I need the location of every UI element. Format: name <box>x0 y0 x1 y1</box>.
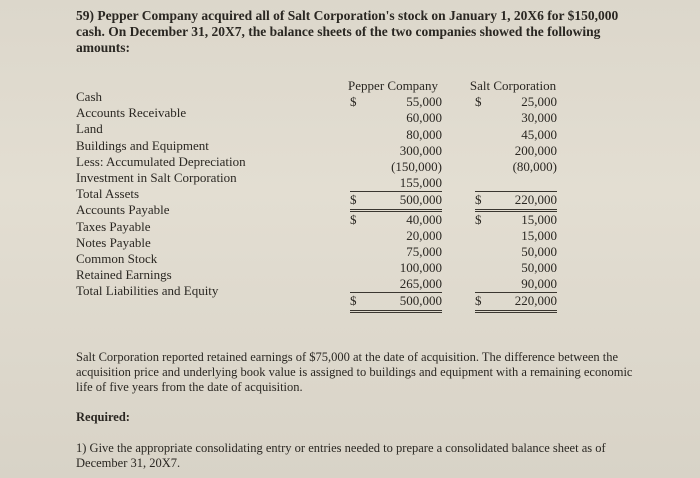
salt-cash: $ 25,000 <box>475 94 557 110</box>
required-heading: Required: <box>76 410 130 424</box>
pepper-common-stock: 100,000 <box>399 260 442 276</box>
pepper-buildings-equipment: 300,000 <box>399 142 442 158</box>
pepper-investment: 155,000 <box>350 175 442 192</box>
dollar-sign: $ <box>350 293 357 309</box>
dollar-sign: $ <box>350 94 357 110</box>
row-label-retained-earnings: Retained Earnings <box>76 267 172 283</box>
pepper-retained-earnings: 265,000 <box>350 276 442 293</box>
salt-corporation-column <box>463 78 563 313</box>
salt-accumulated-depreciation: (80,000) <box>512 158 557 174</box>
salt-retained-earnings: 90,000 <box>475 276 557 293</box>
pepper-accumulated-depreciation: (150,000) <box>391 158 442 174</box>
balance-sheet-row-labels <box>76 89 296 300</box>
row-label-accumulated-depreciation: Less: Accumulated Depreciation <box>76 153 246 169</box>
salt-investment <box>475 175 557 192</box>
salt-taxes-payable: 15,000 <box>521 227 557 243</box>
salt-accounts-payable: $ 15,000 <box>475 211 557 227</box>
dollar-sign: $ <box>350 192 357 208</box>
required-item-1: 1) Give the appropriate consolidating entry or entries needed to prepare a consolidated balance sheet as of December 31, 20X7. <box>76 441 606 470</box>
pepper-accounts-payable: $ 40,000 <box>350 211 442 227</box>
salt-total-liabilities-equity: $ 220,000 <box>475 293 557 312</box>
pepper-total-liabilities-equity: $ 500,000 <box>350 293 442 312</box>
acquisition-note: Salt Corporation reported retained earnings of $75,000 at the date of acquisition. The difference between the acquisition price and underlying book value is assigned to buildings and equipment with a remaining economic life of five years from the date of acquisition. <box>76 350 633 394</box>
pepper-taxes-payable: 20,000 <box>406 227 442 243</box>
salt-corporation-header: Salt Corporation <box>469 78 557 93</box>
dollar-sign: $ <box>350 211 357 227</box>
salt-accounts-receivable: 30,000 <box>521 110 557 126</box>
salt-buildings-equipment: 200,000 <box>514 142 557 158</box>
salt-notes-payable: 50,000 <box>521 243 557 259</box>
row-label-cash: Cash <box>76 89 102 104</box>
row-label-total-assets: Total Assets <box>76 186 140 202</box>
dollar-sign: $ <box>475 293 482 309</box>
pepper-company-header: Pepper Company <box>348 78 438 93</box>
dollar-sign: $ <box>475 94 482 110</box>
row-label-investment: Investment in Salt Corporation <box>76 170 237 186</box>
row-label-buildings-equipment: Buildings and Equipment <box>76 137 209 153</box>
pepper-cash: $ 55,000 <box>350 94 442 110</box>
row-label-accounts-payable: Accounts Payable <box>76 202 170 218</box>
pepper-accounts-receivable: 60,000 <box>406 110 442 126</box>
pepper-notes-payable: 75,000 <box>406 243 442 259</box>
row-label-land: Land <box>76 121 103 137</box>
row-label-taxes-payable: Taxes Payable <box>76 218 151 234</box>
salt-total-assets: $ 220,000 <box>475 192 557 211</box>
dollar-sign: $ <box>475 211 482 227</box>
pepper-total-assets: $ 500,000 <box>350 192 442 211</box>
pepper-land: 80,000 <box>406 126 442 142</box>
row-label-accounts-receivable: Accounts Receivable <box>76 105 187 121</box>
problem-intro: 59) Pepper Company acquired all of Salt Corporation's stock on January 1, 20X6 for $150,000 cash. On December 31, 20X7, the balance sheets of the two companies showed the following amounts: <box>76 8 619 55</box>
row-label-common-stock: Common Stock <box>76 251 158 267</box>
dollar-sign: $ <box>475 192 482 208</box>
salt-land: 45,000 <box>521 126 557 142</box>
salt-common-stock: 50,000 <box>521 260 557 276</box>
row-label-total-liabilities-equity: Total Liabilities and Equity <box>76 283 219 299</box>
pepper-company-column <box>338 78 448 313</box>
row-label-notes-payable: Notes Payable <box>76 234 151 250</box>
